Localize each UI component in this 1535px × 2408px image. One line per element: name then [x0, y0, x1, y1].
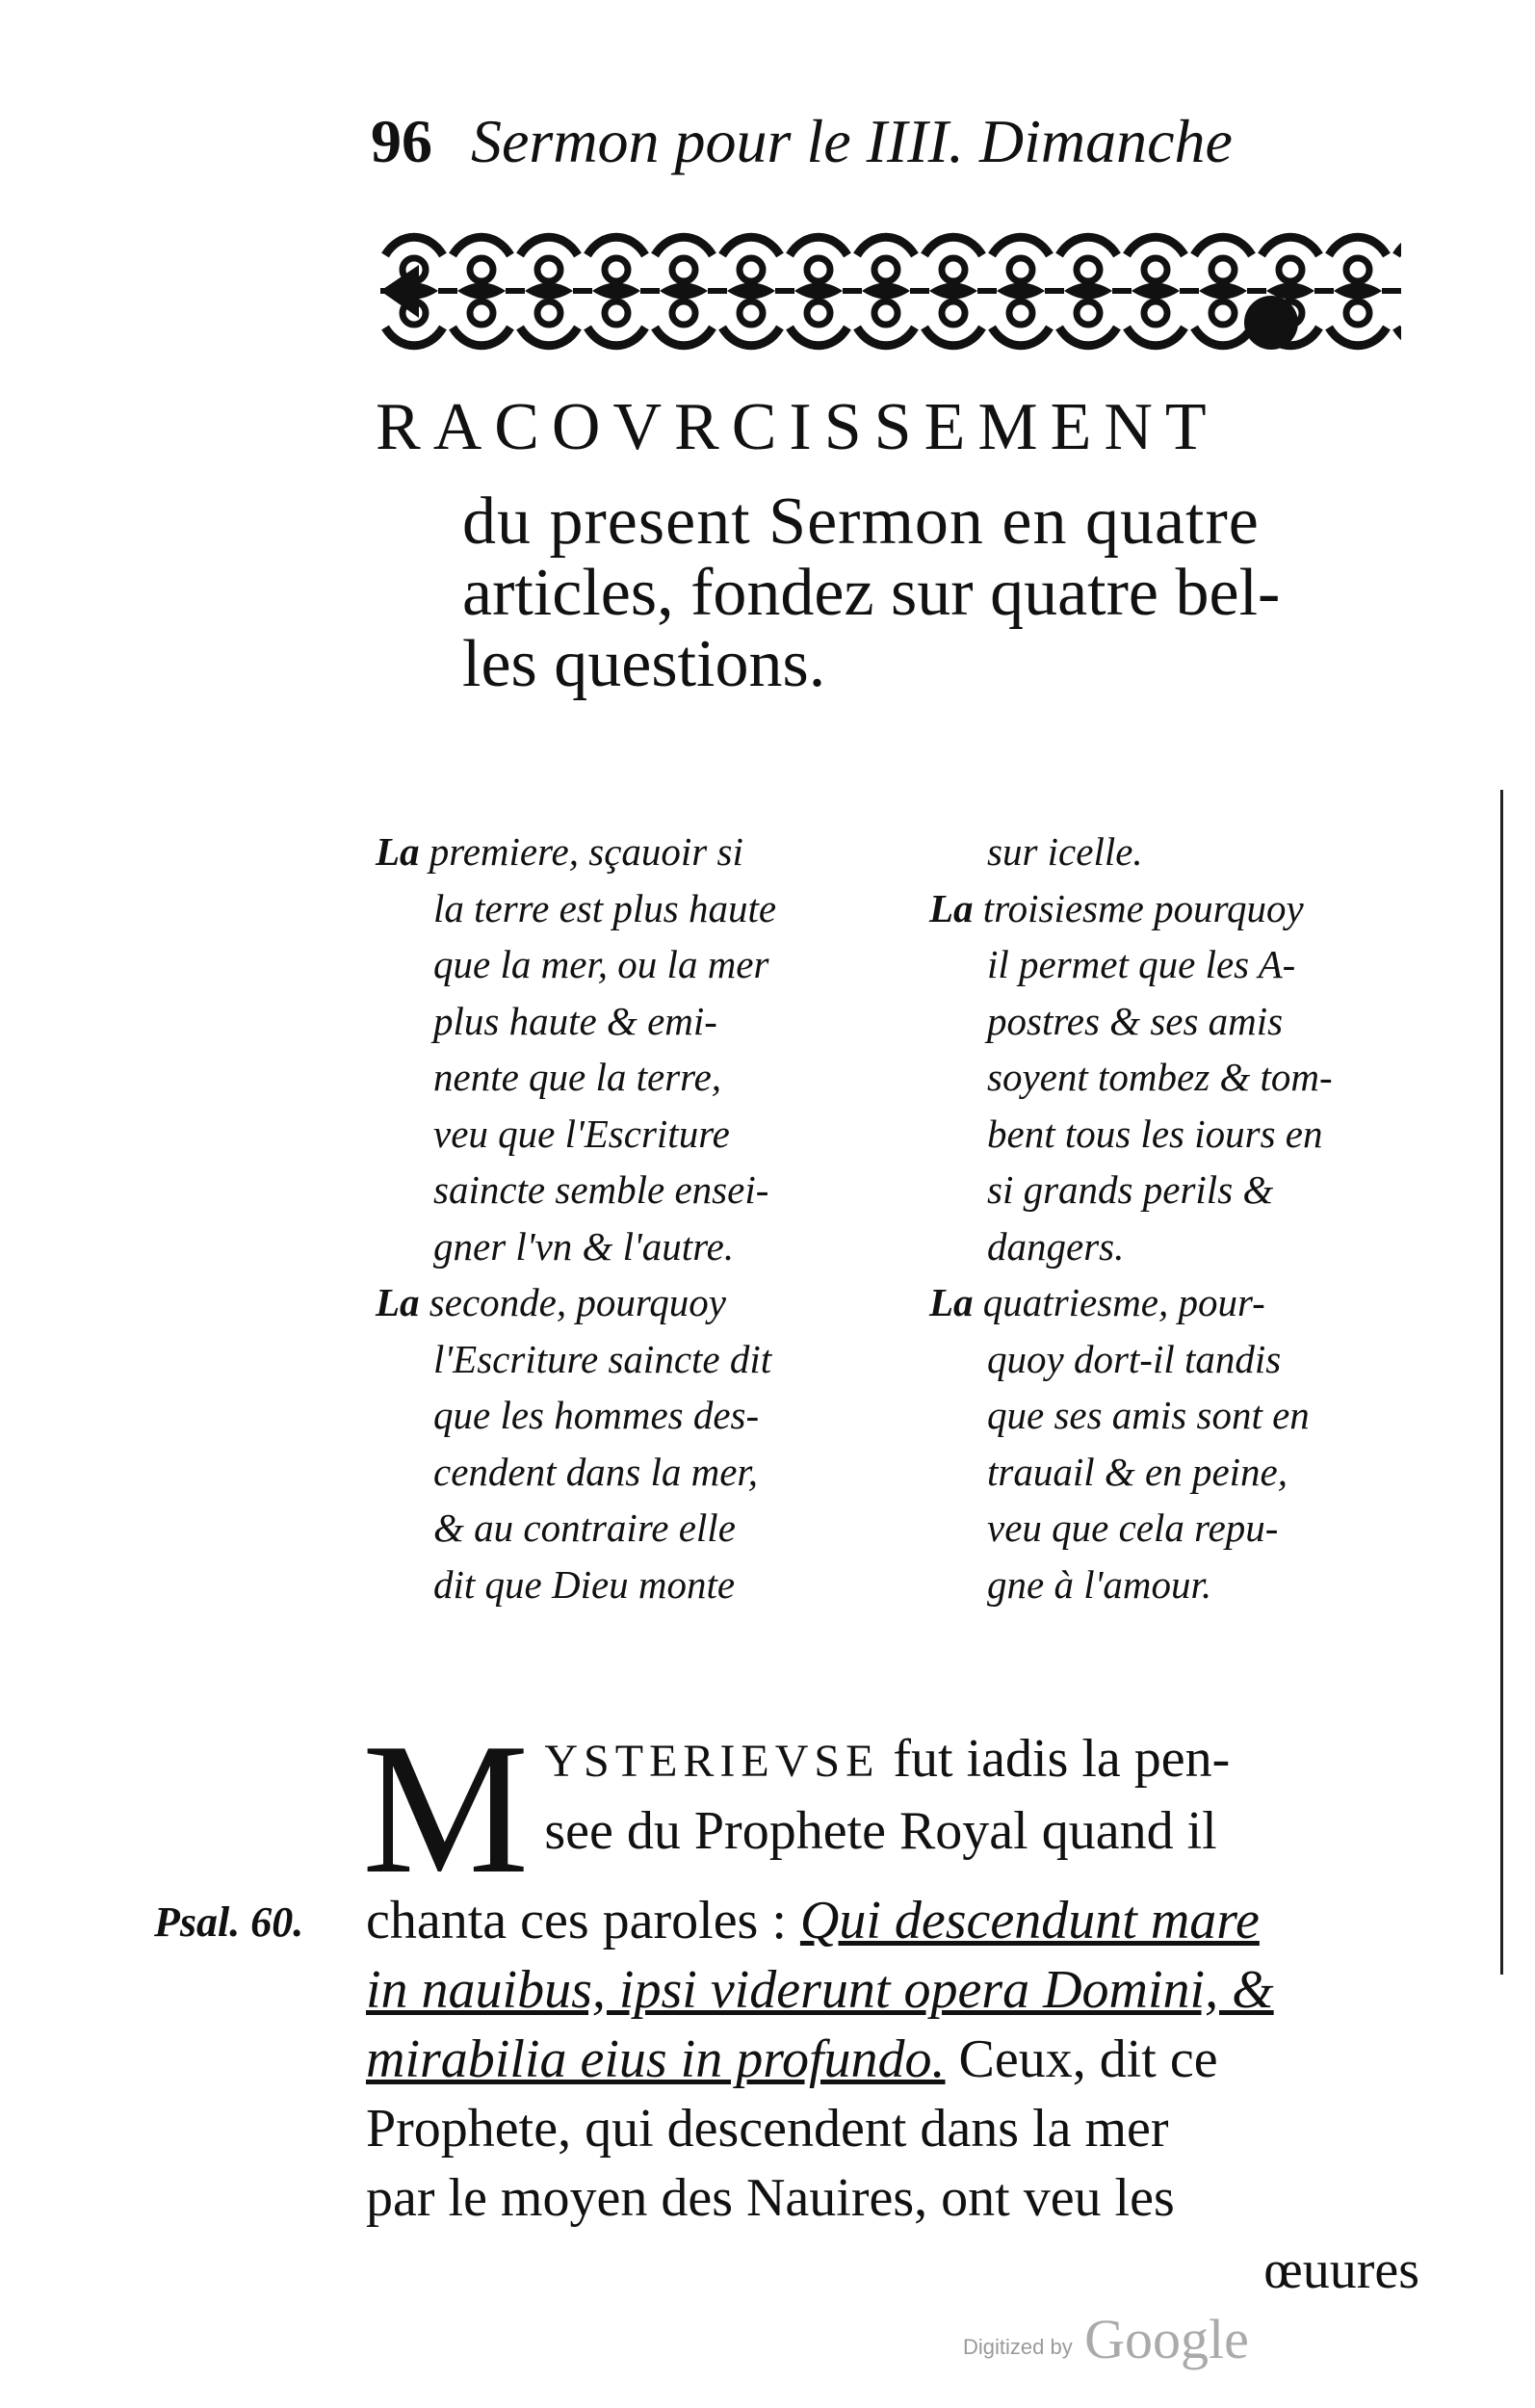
- latin-quote: Qui descendunt mare: [799, 1891, 1260, 1950]
- question-4: [929, 1274, 1430, 1612]
- question-line: gner l'vn & l'autre.: [433, 1223, 735, 1269]
- summary-left-column: [376, 824, 867, 1612]
- question-line: bent tous les iours en: [987, 1111, 1323, 1156]
- question-line: soyent tombez & tom-: [987, 1055, 1333, 1099]
- body-line: Prophete, qui descendent dans la mer: [366, 2099, 1169, 2159]
- question-line: nente que la terre,: [433, 1055, 722, 1099]
- question-2: [376, 1274, 867, 1612]
- question-line: cendent dans la mer,: [433, 1449, 759, 1494]
- question-lead: La: [376, 1280, 420, 1324]
- body-line: chanta ces paroles :: [366, 1891, 787, 1950]
- section-subtitle: [462, 486, 1425, 700]
- question-lead: La: [929, 885, 974, 930]
- question-line: quatriesme, pour-: [982, 1280, 1265, 1324]
- subtitle-line: du present Sermon en quatre: [462, 484, 1260, 559]
- question-line: postres & ses amis: [987, 998, 1284, 1043]
- body-line: Ceux, dit ce: [958, 2029, 1218, 2089]
- question-line: trauail & en peine,: [987, 1449, 1288, 1494]
- body-line: see du Prophete Royal quand il: [544, 1801, 1217, 1861]
- question-line: dit que Dieu monte: [433, 1561, 736, 1607]
- question-line: que la mer, ou la mer: [433, 942, 769, 986]
- page-number: 96: [371, 107, 432, 175]
- question-line: saincte semble ensei-: [433, 1167, 769, 1212]
- question-lead: La: [929, 1280, 974, 1324]
- digitized-footer: [963, 2307, 1249, 2371]
- question-lead: La: [376, 829, 420, 874]
- question-line: troisiesme pourquoy: [982, 885, 1304, 930]
- catchword: œuures: [1263, 2240, 1419, 2300]
- latin-quote: in nauibus, ipsi viderunt opera Domini, &: [366, 1960, 1274, 2020]
- question-line: seconde, pourquoy: [429, 1280, 726, 1324]
- question-line: il permet que les A-: [987, 942, 1296, 986]
- question-line: veu que cela repu-: [987, 1505, 1279, 1550]
- question-1: [376, 824, 867, 1274]
- question-line: l'Escriture saincte dit: [433, 1336, 772, 1381]
- page-edge-line: [1500, 790, 1503, 1975]
- sermon-body: [362, 1705, 1420, 2233]
- question-line: plus haute & emi-: [433, 998, 717, 1043]
- question-line: premiere, sçauoir si: [429, 829, 743, 874]
- margin-note: Psal. 60.: [154, 1898, 304, 1946]
- digitized-label: Digitized by: [963, 2335, 1073, 2359]
- subtitle-line: les questions.: [462, 627, 826, 701]
- drop-cap: M: [362, 1705, 530, 1913]
- ornament-band: [380, 226, 1401, 356]
- question-line: gne à l'amour.: [987, 1561, 1212, 1607]
- latin-quote: mirabilia eius in profundo.: [366, 2029, 946, 2089]
- google-logo: Google: [1084, 2308, 1249, 2370]
- summary-right-column: [929, 824, 1430, 1612]
- question-line: la terre est plus haute: [433, 885, 777, 930]
- question-line: dangers.: [987, 1223, 1125, 1269]
- first-word: YSTERIEVSE: [544, 1736, 880, 1787]
- question-line: que les hommes des-: [433, 1393, 760, 1437]
- running-header: [371, 106, 1334, 177]
- question-line: quoy dort-il tandis: [987, 1336, 1282, 1381]
- question-3: [929, 880, 1430, 1275]
- body-line: par le moyen des Nauires, ont veu les: [366, 2168, 1175, 2228]
- body-line: fut iadis la pen-: [893, 1729, 1231, 1789]
- question-continuation: sur icelle.: [987, 829, 1143, 874]
- question-line: & au contraire elle: [433, 1505, 736, 1550]
- question-line: que ses amis sont en: [987, 1393, 1310, 1437]
- subtitle-line: articles, fondez sur quatre bel-: [462, 556, 1281, 630]
- running-title: Sermon pour le IIII. Dimanche: [471, 107, 1233, 175]
- section-title: RACOVRCISSEMENT: [376, 390, 1219, 464]
- question-line: veu que l'Escriture: [433, 1111, 730, 1156]
- question-line: si grands perils &: [987, 1167, 1274, 1212]
